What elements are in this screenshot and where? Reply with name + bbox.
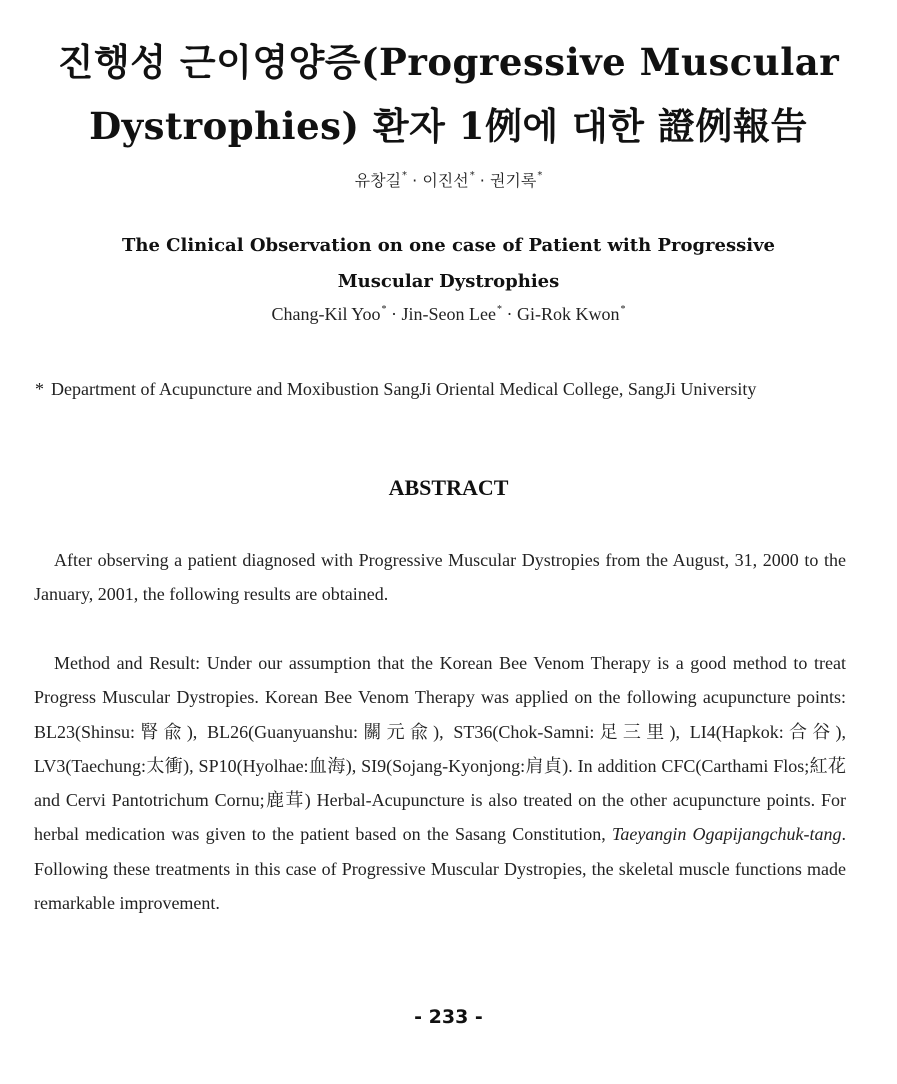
english-author: Chang-Kil Yoo xyxy=(271,304,381,324)
english-author: Jin-Seon Lee xyxy=(401,304,496,324)
affiliation xyxy=(35,372,855,406)
english-author-list xyxy=(0,304,897,325)
author-footnote-mark: * xyxy=(402,170,408,181)
author-footnote-mark: * xyxy=(537,170,543,181)
author-footnote-mark: * xyxy=(620,304,626,315)
author-footnote-mark: * xyxy=(497,304,502,315)
korean-author: 권기록 xyxy=(489,171,537,190)
author-footnote-mark: * xyxy=(381,304,387,315)
korean-title-line-2: Dystrophies) 환자 1例에 대한 證例報告 xyxy=(89,104,808,148)
author-separator: · xyxy=(386,304,402,324)
page-number: - 233 - xyxy=(414,1006,483,1028)
author-separator: · xyxy=(474,171,490,190)
english-title-line-1: The Clinical Observation on one case of Patient with Progressive xyxy=(121,235,776,256)
prescription-name: Taeyangin Ogapijangchuk-tang xyxy=(611,824,842,845)
abstract-paragraph-1-text: After observing a patient diagnosed with Progressive Muscular Dystropies from the August, 31, 2000 to the January, 2001, the following results are obtained. xyxy=(34,550,846,605)
english-author: Gi-Rok Kwon xyxy=(517,304,620,324)
author-footnote-mark: * xyxy=(469,170,475,181)
abstract-paragraph-1 xyxy=(34,543,846,612)
abstract-paragraph-2-tail: . Following these treatments in this case of Progressive Muscular Dystropies, the skeletal muscle functions made remarkable improvement. xyxy=(34,824,847,914)
author-separator: · xyxy=(502,304,517,324)
korean-title-line-1: 진행성 근이영양증(Progressive Muscular xyxy=(57,40,840,84)
abstract-heading: ABSTRACT xyxy=(388,475,509,500)
korean-author: 이진선 xyxy=(422,171,469,190)
english-title-line-2: Muscular Dystrophies xyxy=(337,271,560,292)
author-separator: · xyxy=(407,171,423,190)
korean-author-list xyxy=(0,168,897,191)
abstract-paragraph-2 xyxy=(34,646,846,920)
affiliation-mark: * xyxy=(35,379,44,399)
affiliation-text: Department of Acupuncture and Moxibustion SangJi Oriental Medical College, SangJi University xyxy=(51,379,757,399)
abstract-paragraph-2-text: Method and Result: Under our assumption that the Korean Bee Venom Therapy is a good method to treat Progress Muscular Dystropies. Korean Bee Venom Therapy was applied on the following acupuncture points: BL23(Shinsu:腎兪), BL26(Guanyuanshu:關元兪), ST36(Chok-Samni:足三里), LI4(Hapkok:合谷), LV3(Taechung:太衝), SP10(Hyolhae:血海), SI9(Sojang-Kyonjong:肩貞). In addition CFC(Carthami Flos;紅花 and Cervi Pantotrichum Cornu;鹿茸) Herbal-Acupuncture is also treated on the other acupuncture points. For herbal medication was given to the patient based on the Sasang Constitution, xyxy=(34,653,846,845)
korean-author: 유창길 xyxy=(354,171,402,190)
